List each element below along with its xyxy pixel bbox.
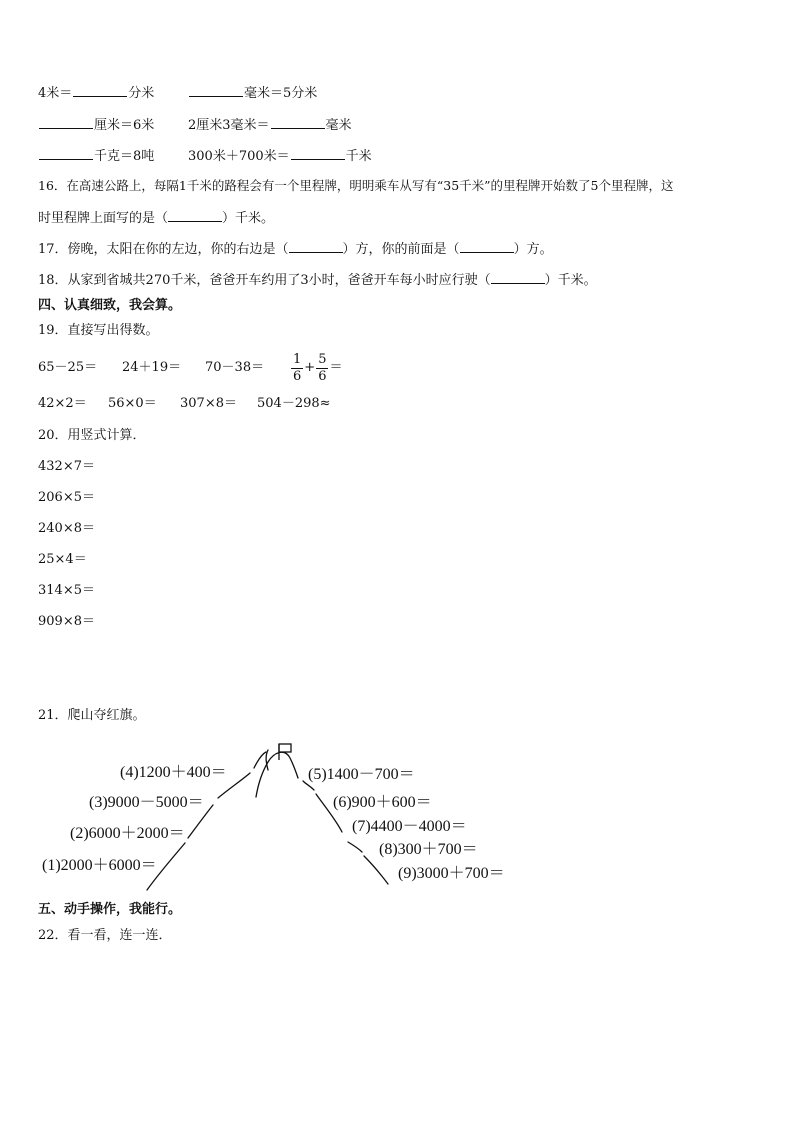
conversion-row-3-col-2: 300米＋700米＝ 千米 <box>188 149 372 164</box>
conversion-row-1-col-2: 毫米＝5分米 <box>188 84 317 102</box>
answer-blank[interactable] <box>189 84 243 97</box>
conversion-row-1-col-1: 4米＝ 分米 <box>38 86 155 101</box>
q20-item-2: 206×5＝ <box>38 490 95 505</box>
question-21-title: 21．爬山夺红旗。 <box>38 708 146 723</box>
fraction-2: $\frac{5}{6}$ <box>318 351 327 384</box>
answer-blank[interactable] <box>39 116 93 129</box>
answer-blank[interactable] <box>291 147 345 160</box>
q19-item-2: 24＋19＝ <box>122 360 182 375</box>
conversion-row-2-col-1: 厘米＝6米 <box>38 116 154 134</box>
mountain-item-6: (6)900＋600＝ <box>333 794 432 811</box>
q19-fraction-expression: $\frac{1}{6}$ + $\frac{5}{6}$ ＝ <box>293 351 343 384</box>
mountain-item-4: (4)1200＋400＝ <box>120 764 227 781</box>
question-18: 18．从家到省城共270千米，爸爸开车约用了3小时，爸爸开车每小时应行驶（ ）千米。 <box>38 273 597 288</box>
q20-item-5: 314×5＝ <box>38 583 95 598</box>
conversion-row-2-col-2: 2厘米3毫米＝ 毫米 <box>188 118 352 133</box>
conversion-row-3-col-1: 千克＝8吨 <box>38 147 154 165</box>
q19-item-3: 70－38＝ <box>205 360 265 375</box>
q19-item-7: 307×8＝ <box>180 396 237 411</box>
q20-item-1: 432×7＝ <box>38 459 95 474</box>
question-19-title: 19．直接写出得数。 <box>38 323 159 338</box>
mountain-item-8: (8)300＋700＝ <box>379 841 478 858</box>
answer-blank[interactable] <box>491 271 545 284</box>
fraction-1: $\frac{1}{6}$ <box>293 351 302 384</box>
q20-item-3: 240×8＝ <box>38 521 95 536</box>
mountain-item-5: (5)1400－700＝ <box>308 766 415 783</box>
mountain-item-3: (3)9000－5000＝ <box>89 794 204 811</box>
question-17: 17．傍晚，太阳在你的左边，你的右边是（ ）方，你的前面是（ ）方。 <box>38 242 553 257</box>
q19-item-8: 504－298≈ <box>257 396 331 411</box>
question-16-line-2: 时里程牌上面写的是（ ）千米。 <box>38 211 275 226</box>
answer-blank[interactable] <box>271 116 325 129</box>
mountain-item-9: (9)3000＋700＝ <box>398 865 505 882</box>
section-5-heading: 五、动手操作，我能行。 <box>38 902 182 917</box>
question-16-line-1: 16．在高速公路上，每隔1千米的路程会有一个里程牌，明明乘车从写有“35千米”的里程牌开始数了5个里程牌，这 <box>38 178 674 193</box>
q19-item-1: 65－25＝ <box>38 360 98 375</box>
mountain-item-1: (1)2000＋6000＝ <box>42 857 157 874</box>
answer-blank[interactable] <box>460 240 514 253</box>
q20-item-4: 25×4＝ <box>38 552 87 567</box>
answer-blank[interactable] <box>39 147 93 160</box>
q20-item-6: 909×8＝ <box>38 614 95 629</box>
q19-item-5: 42×2＝ <box>38 396 87 411</box>
mountain-item-2: (2)6000＋2000＝ <box>70 825 185 842</box>
q19-item-6: 56×0＝ <box>108 396 157 411</box>
answer-blank[interactable] <box>73 84 127 97</box>
section-4-heading: 四、认真细致，我会算。 <box>38 298 182 313</box>
question-22-title: 22．看一看，连一连． <box>38 928 172 943</box>
answer-blank[interactable] <box>289 240 343 253</box>
flag-icon <box>279 744 291 760</box>
answer-blank[interactable] <box>168 209 222 222</box>
question-20-title: 20．用竖式计算． <box>38 428 146 443</box>
mountain-item-7: (7)4400－4000＝ <box>352 818 467 835</box>
